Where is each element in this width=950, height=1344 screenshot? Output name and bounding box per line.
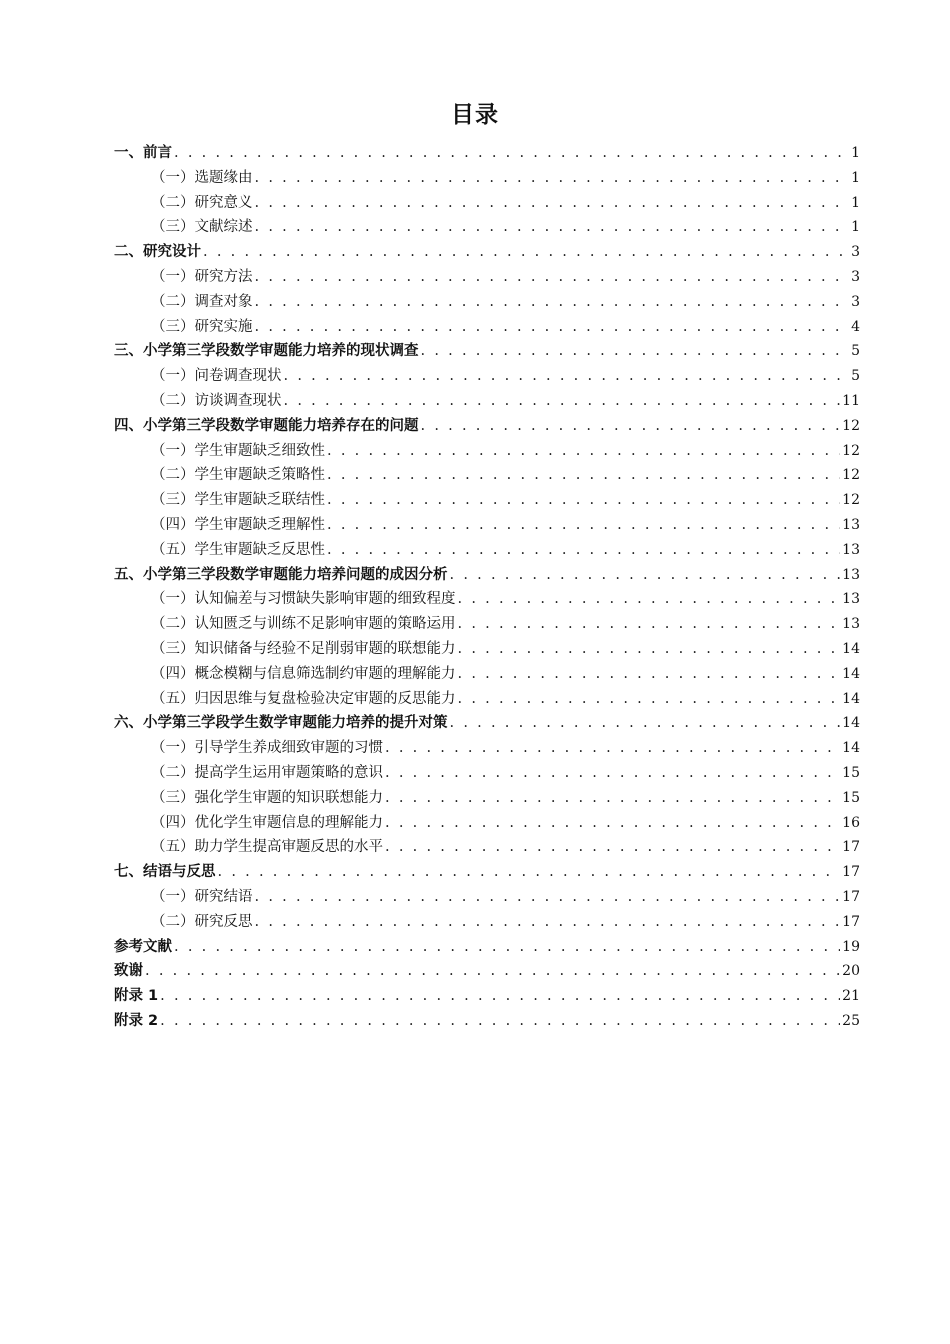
toc-section-entry[interactable] — [114, 463, 860, 488]
toc-entry-text: 七、结语与反思 — [114, 864, 216, 881]
toc-chapter-entry[interactable] — [114, 563, 860, 588]
toc-page-number: 12 — [842, 417, 860, 434]
toc-entry-text: 二、研究设计 — [114, 244, 201, 261]
toc-section-entry[interactable] — [114, 389, 860, 414]
toc-dot-leader — [450, 563, 841, 588]
toc-dot-leader — [174, 141, 846, 166]
toc-page-number: 17 — [842, 864, 860, 881]
toc-page-number: 1 — [851, 194, 860, 211]
toc-section-entry[interactable] — [114, 215, 860, 240]
toc-dot-leader — [450, 711, 841, 736]
toc-page-number: 1 — [851, 219, 860, 236]
toc-entry-text: （二）认知匮乏与训练不足影响审题的策略运用 — [151, 616, 456, 633]
toc-dot-leader — [385, 761, 840, 786]
toc-dot-leader — [255, 885, 841, 910]
toc-entry-text: （二）调查对象 — [151, 293, 253, 310]
toc-dot-leader — [145, 959, 840, 984]
toc-dot-leader — [327, 439, 840, 464]
toc-page-number: 15 — [842, 789, 860, 806]
toc-dot-leader — [218, 860, 841, 885]
toc-dot-leader — [284, 389, 841, 414]
toc-dot-leader — [203, 240, 846, 265]
toc-entry-text: 五、小学第三学段数学审题能力培养问题的成因分析 — [114, 566, 448, 583]
toc-dot-leader — [160, 984, 840, 1009]
toc-section-entry[interactable] — [114, 166, 860, 191]
toc-dot-leader — [327, 513, 840, 538]
toc-dot-leader — [385, 736, 840, 761]
toc-entry-text: （三）文献综述 — [151, 219, 253, 236]
toc-entry-text: （一）引导学生养成细致审题的习惯 — [151, 740, 383, 757]
toc-entry-text: （一）选题缘由 — [151, 169, 253, 186]
toc-chapter-entry[interactable] — [114, 984, 860, 1009]
toc-page-number: 16 — [842, 814, 860, 831]
toc-dot-leader — [160, 1009, 840, 1034]
toc-chapter-entry[interactable] — [114, 935, 860, 960]
toc-chapter-entry[interactable] — [114, 141, 860, 166]
toc-page-number: 12 — [842, 442, 860, 459]
toc-dot-leader — [327, 463, 840, 488]
toc-page-number: 21 — [842, 988, 860, 1005]
toc-entry-text: 六、小学第三学段学生数学审题能力培养的提升对策 — [114, 715, 448, 732]
toc-page-number: 5 — [851, 343, 860, 360]
toc-page-number: 3 — [851, 293, 860, 310]
toc-entry-text: 附录 1 — [114, 988, 159, 1005]
toc-section-entry[interactable] — [114, 612, 860, 637]
toc-page-number: 13 — [842, 616, 860, 633]
toc-section-entry[interactable] — [114, 835, 860, 860]
toc-entry-text: （四）优化学生审题信息的理解能力 — [151, 814, 383, 831]
toc-entry-text: （三）知识储备与经验不足削弱审题的联想能力 — [151, 640, 456, 657]
toc-dot-leader — [458, 612, 841, 637]
toc-entry-text: （五）学生审题缺乏反思性 — [151, 541, 325, 558]
toc-page-number: 13 — [842, 591, 860, 608]
toc-page-number: 3 — [851, 268, 860, 285]
toc-section-entry[interactable] — [114, 191, 860, 216]
toc-chapter-entry[interactable] — [114, 1009, 860, 1034]
toc-page-number: 1 — [851, 145, 860, 161]
toc-dot-leader — [327, 488, 840, 513]
toc-page-number: 3 — [851, 244, 860, 261]
toc-entry-text: （二）研究反思 — [151, 913, 253, 930]
toc-dot-leader — [385, 835, 840, 860]
toc-section-entry[interactable] — [114, 736, 860, 761]
toc-page-number: 17 — [842, 888, 860, 905]
toc-section-entry[interactable] — [114, 587, 860, 612]
toc-dot-leader — [255, 191, 847, 216]
toc-page-number: 5 — [851, 368, 860, 385]
toc-entry-text: （三）研究实施 — [151, 318, 253, 335]
toc-dot-leader — [421, 414, 841, 439]
toc-chapter-entry[interactable] — [114, 860, 860, 885]
toc-section-entry[interactable] — [114, 910, 860, 935]
toc-entry-text: （五）助力学生提高审题反思的水平 — [151, 839, 383, 856]
toc-page-number: 20 — [842, 963, 860, 980]
toc-entry-text: （四）学生审题缺乏理解性 — [151, 516, 325, 533]
toc-entry-text: （五）归因思维与复盘检验决定审题的反思能力 — [151, 690, 456, 707]
toc-dot-leader — [255, 265, 847, 290]
toc-dot-leader — [458, 587, 841, 612]
toc-entry-text: 附录 2 — [114, 1012, 159, 1029]
toc-page-number: 17 — [842, 839, 860, 856]
toc-page-number: 12 — [842, 492, 860, 509]
toc-entry-text: （二）访谈调查现状 — [151, 392, 282, 409]
toc-entry-text: 三、小学第三学段数学审题能力培养的现状调查 — [114, 343, 419, 360]
toc-section-entry[interactable] — [114, 662, 860, 687]
toc-entry-text: （一）学生审题缺乏细致性 — [151, 442, 325, 459]
toc-page-number: 1 — [851, 169, 860, 186]
toc-section-entry[interactable] — [114, 513, 860, 538]
toc-page-number: 14 — [842, 715, 860, 732]
toc-page-number: 14 — [842, 665, 860, 682]
toc-entry-text: （二）学生审题缺乏策略性 — [151, 467, 325, 484]
toc-entry-text: （一）研究方法 — [151, 268, 253, 285]
toc-page-number: 12 — [842, 467, 860, 484]
toc-title: 目录 — [451, 102, 499, 128]
toc-entry-text: 四、小学第三学段数学审题能力培养存在的问题 — [114, 417, 419, 434]
toc-dot-leader — [385, 786, 840, 811]
toc-section-entry[interactable] — [114, 315, 860, 340]
toc-page-number: 19 — [842, 938, 860, 955]
toc-entry-text: （二）提高学生运用审题策略的意识 — [151, 764, 383, 781]
toc-entry-text: （三）学生审题缺乏联结性 — [151, 492, 325, 509]
toc-section-entry[interactable] — [114, 538, 860, 563]
toc-chapter-entry[interactable] — [114, 959, 860, 984]
toc-page-number: 25 — [842, 1012, 860, 1029]
toc-section-entry[interactable] — [114, 439, 860, 464]
toc-page-number: 13 — [842, 566, 860, 583]
toc-entry-text: （一）认知偏差与习惯缺失影响审题的细致程度 — [151, 591, 456, 608]
toc-section-entry[interactable] — [114, 885, 860, 910]
toc-entry-text: 致谢 — [114, 963, 143, 980]
toc-dot-leader — [385, 811, 840, 836]
toc-dot-leader — [458, 687, 841, 712]
toc-page-number: 14 — [842, 690, 860, 707]
toc-section-entry[interactable] — [114, 811, 860, 836]
toc-dot-leader — [458, 637, 841, 662]
toc-section-entry[interactable] — [114, 488, 860, 513]
toc-section-entry[interactable] — [114, 637, 860, 662]
toc-section-entry[interactable] — [114, 761, 860, 786]
toc-dot-leader — [327, 538, 840, 563]
toc-chapter-entry[interactable] — [114, 339, 860, 364]
toc-page-number: 15 — [842, 764, 860, 781]
toc-list — [114, 141, 860, 1034]
toc-dot-leader — [255, 910, 841, 935]
toc-dot-leader — [255, 290, 847, 315]
toc-section-entry[interactable] — [114, 290, 860, 315]
toc-section-entry[interactable] — [114, 265, 860, 290]
toc-dot-leader — [458, 662, 841, 687]
toc-entry-text: （一）研究结语 — [151, 888, 253, 905]
toc-dot-leader — [284, 364, 847, 389]
toc-entry-text: （四）概念模糊与信息筛选制约审题的理解能力 — [151, 665, 456, 682]
toc-section-entry[interactable] — [114, 364, 860, 389]
toc-dot-leader — [255, 166, 847, 191]
toc-entry-text: 参考文献 — [114, 938, 172, 955]
toc-entry-text: （二）研究意义 — [151, 194, 253, 211]
toc-page-number: 13 — [842, 516, 860, 533]
toc-dot-leader — [174, 935, 840, 960]
toc-section-entry[interactable] — [114, 786, 860, 811]
toc-dot-leader — [255, 215, 847, 240]
toc-chapter-entry[interactable] — [114, 240, 860, 265]
toc-page-number: 14 — [842, 740, 860, 757]
toc-page-number: 4 — [851, 318, 860, 335]
toc-page-number: 17 — [842, 913, 860, 930]
toc-dot-leader — [255, 315, 847, 340]
toc-entry-text: （一）问卷调查现状 — [151, 368, 282, 385]
toc-page-number: 14 — [842, 640, 860, 657]
toc-chapter-entry[interactable] — [114, 414, 860, 439]
toc-page-number: 11 — [842, 392, 860, 409]
toc-entry-text: （三）强化学生审题的知识联想能力 — [151, 789, 383, 806]
toc-chapter-entry[interactable] — [114, 711, 860, 736]
toc-dot-leader — [421, 339, 847, 364]
toc-page-number: 13 — [842, 541, 860, 558]
toc-entry-text: 一、前言 — [114, 145, 172, 161]
toc-section-entry[interactable] — [114, 687, 860, 712]
